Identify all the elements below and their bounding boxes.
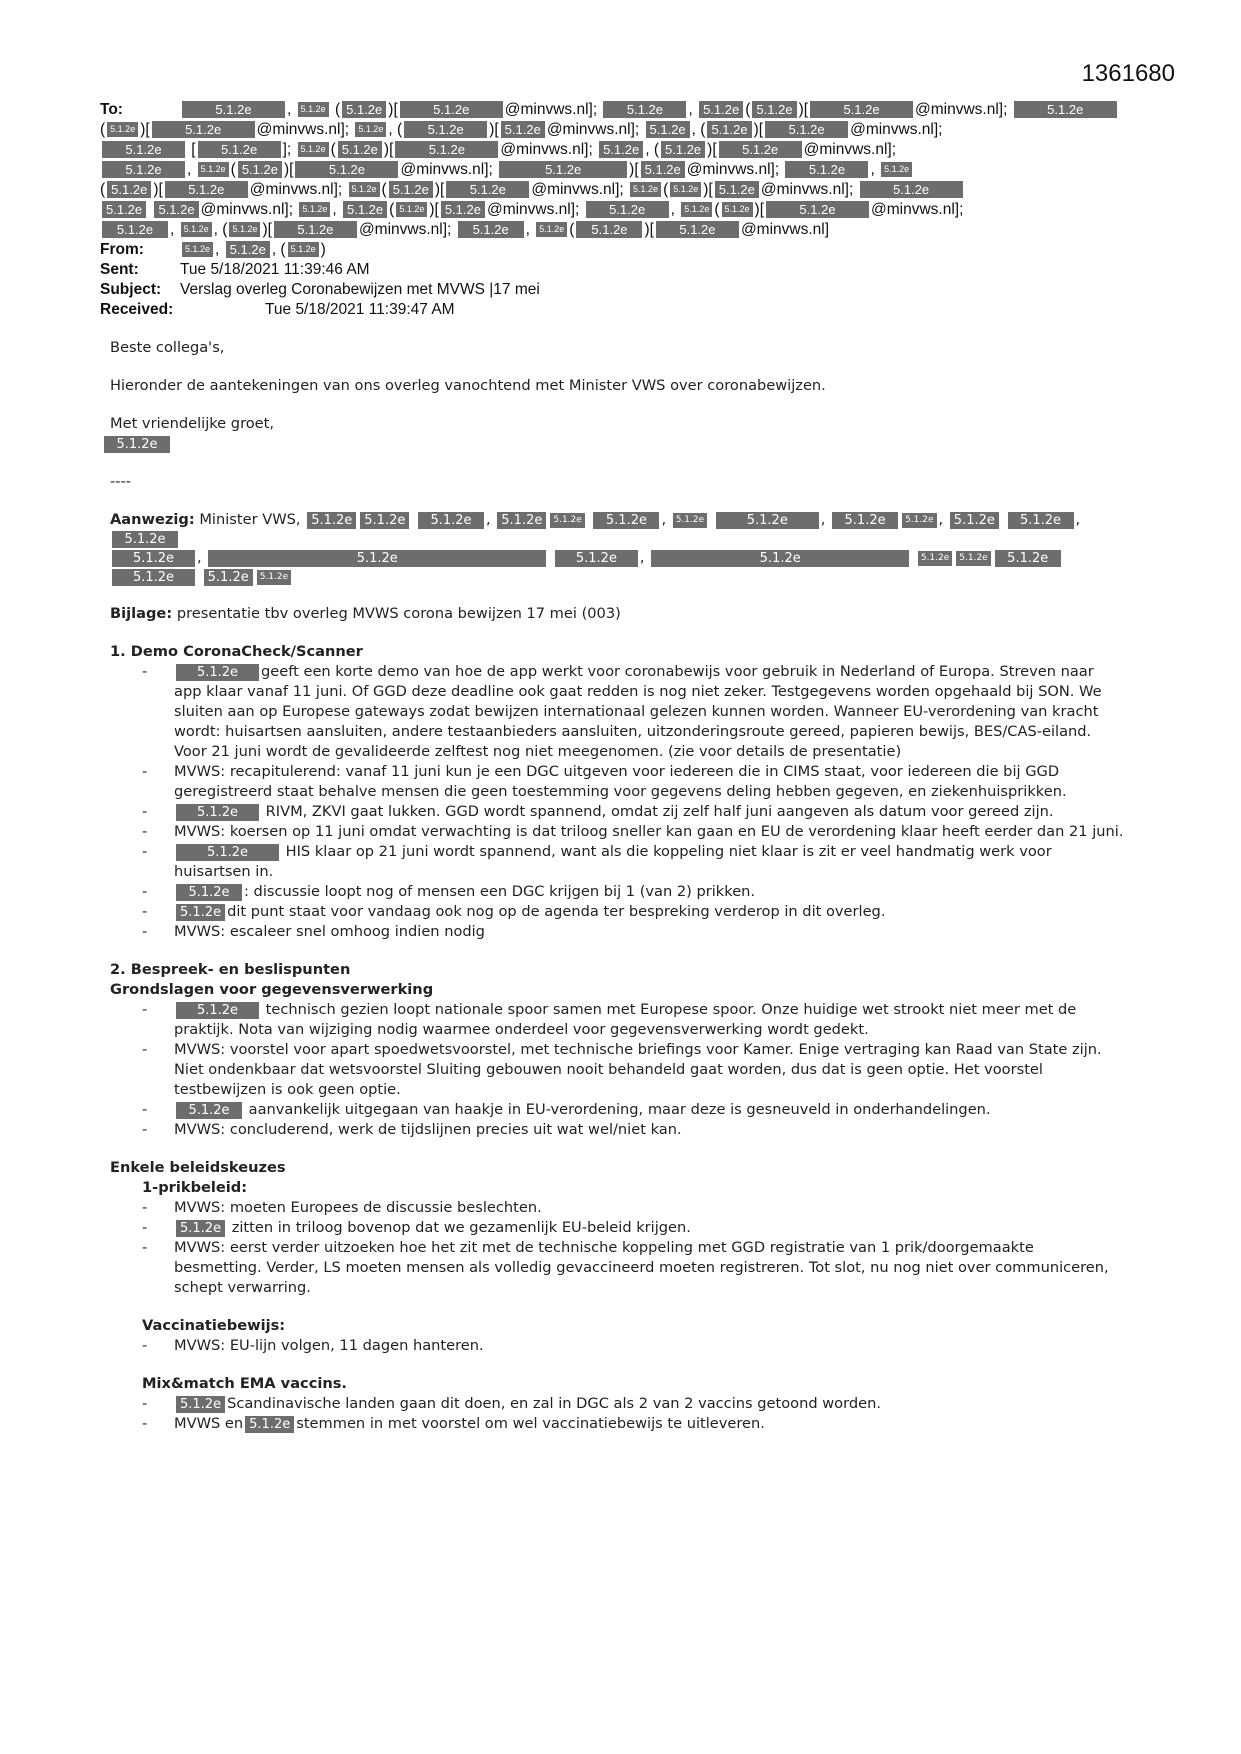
redaction-box: 5.1.2e: [176, 1220, 225, 1237]
redaction-box: 5.1.2e: [298, 142, 329, 157]
redaction-box: 5.1.2e: [1014, 101, 1117, 118]
redaction-box: 5.1.2e: [181, 222, 212, 237]
redaction-box: 5.1.2e: [719, 141, 802, 158]
email-domain: @minvws.nl];: [915, 101, 1008, 118]
email-domain: @minvws.nl];: [686, 161, 780, 178]
redaction-box: 5.1.2e: [651, 550, 909, 567]
redaction-box: 5.1.2e: [295, 161, 398, 178]
received-field: [100, 300, 1140, 320]
redaction-box: 5.1.2e: [307, 512, 356, 529]
list-item: [110, 762, 1125, 802]
aanwezig-text: Minister VWS,: [199, 511, 301, 528]
redaction-box: 5.1.2e: [446, 181, 529, 198]
redaction-box: 5.1.2e: [586, 201, 669, 218]
list-item: [110, 1040, 1125, 1100]
redaction-box: 5.1.2e: [707, 121, 751, 138]
subject-field: [100, 280, 1140, 300]
item-text: MVWS: eerst verder uitzoeken hoe het zit met de technische koppeling met GGD registratie van 1 prik/doorgemaakte besmetting. Verder, LS moeten mensen als volledig gevaccineerd moeten registreren. Tot slot, nu nog niet over communiceren, schept verwarring.: [174, 1239, 1109, 1296]
beleid-title: Enkele beleidskeuzes: [110, 1159, 286, 1176]
redaction-box: 5.1.2e: [699, 101, 743, 118]
list-item: [110, 1198, 1125, 1218]
greeting: Beste collega's,: [110, 339, 225, 356]
email-domain: @minvws.nl];: [358, 221, 452, 238]
item-text: geeft een korte demo van hoe de app werkt voor coronabewijs voor gebruik in Nederland of Europa. Streven naar app klaar vanaf 11 juni. Of GGD deze deadline ook gaat redden is nog niet zeker. Testgegevens worden opgehaald bij SON. We sluiten aan op Europese gateways zodat bewijzen internationaal gelezen kunnen worden. Wanneer EU-verordening van kracht wordt: huisartsen aansluiten, andere testaanbieders aansluiten, uitzonderingsroute gereed, papieren bewijs, BES/CAS-eiland. Voor 21 juni wordt de gevalideerde zelftest nog niet meegenomen. (zie voor details de presentatie): [174, 663, 1102, 760]
redaction-box: 5.1.2e: [154, 201, 198, 218]
redaction-box: 5.1.2e: [112, 569, 195, 586]
email-domain: @minvws.nl];: [486, 201, 580, 218]
list-item: [110, 1218, 1125, 1238]
redaction-box: 5.1.2e: [765, 121, 848, 138]
redaction-box: 5.1.2e: [555, 550, 638, 567]
redaction-box: 5.1.2e: [918, 551, 952, 566]
redaction-box: 5.1.2e: [176, 1002, 259, 1019]
redaction-box: 5.1.2e: [681, 202, 712, 217]
item-text: stemmen in met voorstel om wel vaccinatiebewijs te uitleveren.: [296, 1415, 765, 1432]
from-field: From: 5.1.2e , 5.1.2e , ( 5.1.2e ): [100, 241, 326, 258]
redaction-box: 5.1.2e: [342, 101, 386, 118]
redaction-box: 5.1.2e: [418, 512, 484, 529]
intro-text: Hieronder de aantekeningen van ons overleg vanochtend met Minister VWS over coronabewijzen.: [110, 377, 826, 394]
redaction-box: 5.1.2e: [198, 162, 229, 177]
redaction-box: 5.1.2e: [715, 181, 759, 198]
redaction-box: 5.1.2e: [995, 550, 1061, 567]
email-domain-last: @minvws.nl]: [740, 221, 830, 238]
document-id: 1361680: [1081, 60, 1175, 87]
redaction-box: 5.1.2e: [673, 513, 707, 528]
aanwezig-label: Aanwezig:: [110, 511, 195, 528]
to-field: To: 5.1.2e , 5.1.2e ( 5.1.2e )[ 5.1.2e @minvws.nl]; 5.1.2e , 5.1.2e ( 5.1.2e )[ 5.1.2e @minvws.nl]; 5.1.2e: [100, 100, 1140, 120]
from-label: From:: [100, 241, 144, 258]
list-item: [110, 1394, 1125, 1414]
list-item: [110, 922, 1125, 942]
item-text: MVWS: EU-lijn volgen, 11 dagen hanteren.: [174, 1337, 484, 1354]
redaction-box: 5.1.2e: [198, 141, 281, 158]
received-value: Tue 5/18/2021 11:39:47 AM: [265, 301, 455, 318]
redaction-box: 5.1.2e: [499, 161, 627, 178]
sent-label: Sent:: [100, 261, 139, 278]
bijlage-label: Bijlage:: [110, 605, 173, 622]
list-item: [110, 902, 1125, 922]
attendees: Aanwezig: Minister VWS, 5.1.2e 5.1.2e 5.1.2e , 5.1.2e 5.1.2e 5.1.2e , 5.1.2e 5.1.2e , 5.1.2e 5.1.2e , 5.1.2e 5.1.2e , 5.1.2e 5.1.2e , 5.1.2e 5.1.2e , 5.1.2e 5.1.2e 5.1.2e 5.1.2e 5.1.2e 5.1.2e 5.1.2e: [110, 511, 1081, 585]
mix-list: [110, 1394, 1125, 1434]
item-text: zitten in triloog bovenop dat we gezamenlijk EU-beleid krijgen.: [231, 1219, 691, 1236]
redaction-box: 5.1.2e: [785, 161, 868, 178]
redaction-box: 5.1.2e: [536, 222, 567, 237]
email-domain: @minvws.nl];: [803, 141, 897, 158]
list-item: [110, 842, 1125, 882]
list-item: [110, 822, 1125, 842]
redaction-box: 5.1.2e: [441, 201, 485, 218]
sent-value: Tue 5/18/2021 11:39:46 AM: [180, 261, 370, 278]
redaction-box: 5.1.2e: [288, 242, 319, 257]
sent-field: [100, 260, 1140, 280]
bijlage-text: presentatie tbv overleg MVWS corona bewijzen 17 mei (003): [176, 605, 621, 622]
vacc-title: Vaccinatiebewijs:: [142, 1317, 286, 1334]
redaction-box: 5.1.2e: [599, 141, 643, 158]
list-item: [110, 1336, 1125, 1356]
item-text: MVWS: concluderend, werk de tijdslijnen precies uit wat wel/niet kan.: [174, 1121, 682, 1138]
redaction-box: 5.1.2e: [349, 182, 380, 197]
redaction-box: 5.1.2e: [238, 161, 282, 178]
redaction-box: 5.1.2e: [152, 121, 255, 138]
email-domain: @minvws.nl];: [256, 121, 350, 138]
redaction-box: 5.1.2e: [956, 551, 990, 566]
redaction-box: 5.1.2e: [722, 202, 753, 217]
subject-value: Verslag overleg Coronabewijzen met MVWS |17 mei: [180, 281, 540, 298]
redaction-box: 5.1.2e: [902, 513, 936, 528]
redaction-box: 5.1.2e: [257, 570, 291, 585]
redaction-box: 5.1.2e: [576, 221, 642, 238]
email-domain: @minvws.nl];: [400, 161, 493, 178]
item-prefix: MVWS en: [174, 1415, 244, 1432]
item-text: dit punt staat voor vandaag ook nog op de agenda ter bespreking verderop in dit overleg.: [227, 903, 886, 920]
redaction-box: 5.1.2e: [299, 202, 330, 217]
list-item: [110, 1238, 1125, 1298]
list-item: [110, 802, 1125, 822]
redaction-box: 5.1.2e: [716, 512, 819, 529]
list-item: [110, 882, 1125, 902]
email-header: To: 5.1.2e , 5.1.2e ( 5.1.2e )[ 5.1.2e @minvws.nl]; 5.1.2e , 5.1.2e ( 5.1.2e )[ 5.1.2e @minvws.nl]; 5.1.2e ( 5.1.2e )[ 5.1.2e @minvws.nl]; 5.1.2e , ( 5.1.2e )[ 5.1.2e @minvws.nl]; 5.1.2e , ( 5.1.2e )[ 5.1.2e @minvws.nl]; 5.1.2e [ 5.1.2e ]; 5.1.2e ( 5.1.2e )[ 5.1.2e @minvws.nl]; 5.1.2e , ( 5.1.2e )[ 5.1.2e @minvws.nl]; 5.1.2e , 5.1.2e ( 5.1.2e )[ 5.1.2e @minvws.nl]; 5.1.2e )[ 5.1.2e @minvws.nl]; 5.1.2e , 5.1.2e ( 5.1.2e )[ 5.1.2e @minvws.nl]; 5.1.2e ( 5.1.2e )[ 5.1.2e @minvws.nl]; 5.1.2e ( 5.1.2e )[ 5.1.2e @minvws.nl]; 5.1.2e 5.1.2e 5.1.2e @minvws.nl]; 5.1.2e , 5.1.2e ( 5.1.2e )[ 5.1.2e @minvws.nl]; 5.1.2e , 5.1.2e ( 5.1.2e )[ 5.1.2e @minvws.nl]; 5.1.2e , 5.1.2e , ( 5.1.2e )[ 5.1.2e @minvws.nl]; 5.1.2e , 5.1.2e ( 5.1.2e )[ 5.1.2e @minvws.nl] From: 5.1.2e , 5.1.2e , ( 5.1.2e ) Sent: Tue 5/18/2021 11:39:46 AM Subject: Verslag overleg Coronabewijzen met MVWS |17 mei Received: Tue 5/18/2021 11:39:47 AM: [100, 100, 1140, 320]
redaction-box: 5.1.2e: [226, 241, 270, 258]
email-domain: @minvws.nl];: [871, 201, 964, 218]
email-domain: @minvws.nl];: [200, 201, 294, 218]
redaction-box: 5.1.2e: [860, 181, 963, 198]
redaction-box: 5.1.2e: [176, 844, 279, 861]
redaction-box: 5.1.2e: [396, 202, 427, 217]
prik-list: [110, 1198, 1125, 1298]
redaction-box: 5.1.2e: [176, 884, 242, 901]
redaction-box: 5.1.2e: [593, 512, 659, 529]
redaction-box: 5.1.2e: [766, 201, 869, 218]
email-domain: @minvws.nl];: [546, 121, 640, 138]
email-body: [110, 338, 1125, 1434]
email-domain: @minvws.nl];: [531, 181, 624, 198]
redaction-box: 5.1.2e: [176, 1102, 242, 1119]
redaction-box: 5.1.2e: [165, 181, 248, 198]
list-item: [110, 662, 1125, 762]
redaction-box: 5.1.2e: [400, 101, 503, 118]
redaction-box: 5.1.2e: [950, 512, 999, 529]
redaction-box: 5.1.2e: [1008, 512, 1074, 529]
prik-title: 1-prikbeleid:: [142, 1179, 248, 1196]
redaction-box: 5.1.2e: [107, 122, 138, 137]
section2-title: 2. Bespreek- en beslispunten: [110, 961, 351, 978]
list-item: [110, 1100, 1125, 1120]
redaction-box: 5.1.2e: [395, 141, 498, 158]
redaction-box: 5.1.2e: [550, 513, 584, 528]
item-text: HIS klaar op 21 juni wordt spannend, want als die koppeling niet klaar is zit er veel handmatig werk voor huisartsen in.: [174, 843, 1052, 880]
redaction-box: 5.1.2e: [298, 102, 329, 117]
redaction-box: 5.1.2e: [102, 221, 168, 238]
redaction-box: 5.1.2e: [810, 101, 913, 118]
redaction-box: 5.1.2e: [107, 181, 151, 198]
item-text: MVWS: koersen op 11 juni omdat verwachting is dat triloog sneller kan gaan en EU de verordening klaar heeft eerder dan 21 juni.: [174, 823, 1124, 840]
vacc-list: [110, 1336, 1125, 1356]
redaction-box: 5.1.2e: [670, 182, 701, 197]
redaction-box: 5.1.2e: [389, 181, 433, 198]
redaction-box: 5.1.2e: [229, 222, 260, 237]
item-text: aanvankelijk uitgegaan van haakje in EU-verordening, maar deze is gesneuveld in onderhandelingen.: [248, 1101, 991, 1118]
redaction-box: 5.1.2e: [497, 512, 546, 529]
to-label: To:: [100, 101, 123, 118]
redaction-box: 5.1.2e: [355, 122, 386, 137]
email-domain: @minvws.nl];: [850, 121, 943, 138]
email-domain: @minvws.nl];: [504, 101, 598, 118]
redaction-box: 5.1.2e: [752, 101, 796, 118]
item-text: RIVM, ZKVI gaat lukken. GGD wordt spannend, omdat zij zelf half juni aangeven als datum voor gereed zijn.: [265, 803, 1054, 820]
redaction-box: 5.1.2e: [656, 221, 739, 238]
redaction-box: 5.1.2e: [881, 162, 912, 177]
redaction-box: 5.1.2e: [204, 569, 253, 586]
email-domain: @minvws.nl];: [249, 181, 343, 198]
attachment: [110, 604, 1125, 624]
subject-label: Subject:: [100, 281, 162, 298]
redaction-box: 5.1.2e: [458, 221, 524, 238]
received-label: Received:: [100, 301, 174, 318]
separator: ----: [110, 473, 132, 490]
redaction-box: 5.1.2e: [182, 242, 213, 257]
item-text: : discussie loopt nog of mensen een DGC krijgen bij 1 (van 2) prikken.: [244, 883, 756, 900]
redaction-box: 5.1.2e: [182, 101, 285, 118]
list-item: [110, 1414, 1125, 1434]
redaction-box: 5.1.2e: [176, 1396, 225, 1413]
list-item: [110, 1120, 1125, 1140]
redaction-box: 5.1.2e: [630, 182, 661, 197]
redaction-box: 5.1.2e: [661, 141, 705, 158]
redaction-box: 5.1.2e: [112, 531, 178, 548]
item-text: MVWS: recapitulerend: vanaf 11 juni kun je een DGC uitgeven voor iedereen die in CIMS staat, voor iedereen die bij GGD geregistreerd staat behalve mensen die geen toestemming voor gegevens deling hebben gegeven, en ziekenhuisprikken.: [174, 763, 1067, 800]
redaction-box: 5.1.2e: [102, 201, 146, 218]
redaction-box: 5.1.2e: [208, 550, 546, 567]
redaction-box: 5.1.2e: [176, 664, 259, 681]
redaction-box: 5.1.2e: [501, 121, 545, 138]
redaction-box: 5.1.2e: [646, 121, 690, 138]
section2-subtitle: Grondslagen voor gegevensverwerking: [110, 981, 434, 998]
section2-list: [110, 1000, 1125, 1140]
email-domain: @minvws.nl];: [500, 141, 593, 158]
item-text: MVWS: moeten Europees de discussie beslechten.: [174, 1199, 542, 1216]
redaction-box: 5.1.2e: [360, 512, 409, 529]
section1-list: [110, 662, 1125, 942]
redaction-box: 5.1.2e: [176, 904, 225, 921]
item-text: Scandinavische landen gaan dit doen, en zal in DGC als 2 van 2 vaccins getoond worden.: [227, 1395, 881, 1412]
redaction-box: 5.1.2e: [343, 201, 387, 218]
redaction-box: 5.1.2e: [274, 221, 357, 238]
email-domain: @minvws.nl];: [760, 181, 854, 198]
section1-title: 1. Demo CoronaCheck/Scanner: [110, 643, 363, 660]
redaction-box: 5.1.2e: [338, 141, 382, 158]
redaction-box: 5.1.2e: [245, 1416, 294, 1433]
item-text: technisch gezien loopt nationale spoor samen met Europese spoor. Onze huidige wet strookt niet meer met de praktijk. Nota van wijziging nodig waarmee onderdeel voor gegevensverwerking wordt gedekt.: [174, 1001, 1077, 1038]
closing: Met vriendelijke groet,: [110, 415, 275, 432]
redaction-box: 5.1.2e: [603, 101, 686, 118]
item-text: MVWS: voorstel voor apart spoedwetsvoorstel, met technische briefings voor Kamer. Enige vertraging kan Raad van State zijn. Niet ondenkbaar dat wetsvoorstel Sluiting gebouwen nooit behandeld gaat worden, dus dat is geen optie. Het voorstel testbewijzen is ook geen optie.: [174, 1041, 1102, 1098]
redaction-box: 5.1.2e: [176, 804, 259, 821]
redaction-box: 5.1.2e: [104, 436, 170, 453]
redaction-box: 5.1.2e: [832, 512, 898, 529]
redaction-box: 5.1.2e: [112, 550, 195, 567]
list-item: [110, 1000, 1125, 1040]
mix-title: Mix&match EMA vaccins.: [142, 1375, 347, 1392]
item-text: MVWS: escaleer snel omhoog indien nodig: [174, 923, 485, 940]
redaction-box: 5.1.2e: [641, 161, 685, 178]
redaction-box: 5.1.2e: [404, 121, 487, 138]
redaction-box: 5.1.2e: [102, 141, 185, 158]
redaction-box: 5.1.2e: [102, 161, 185, 178]
